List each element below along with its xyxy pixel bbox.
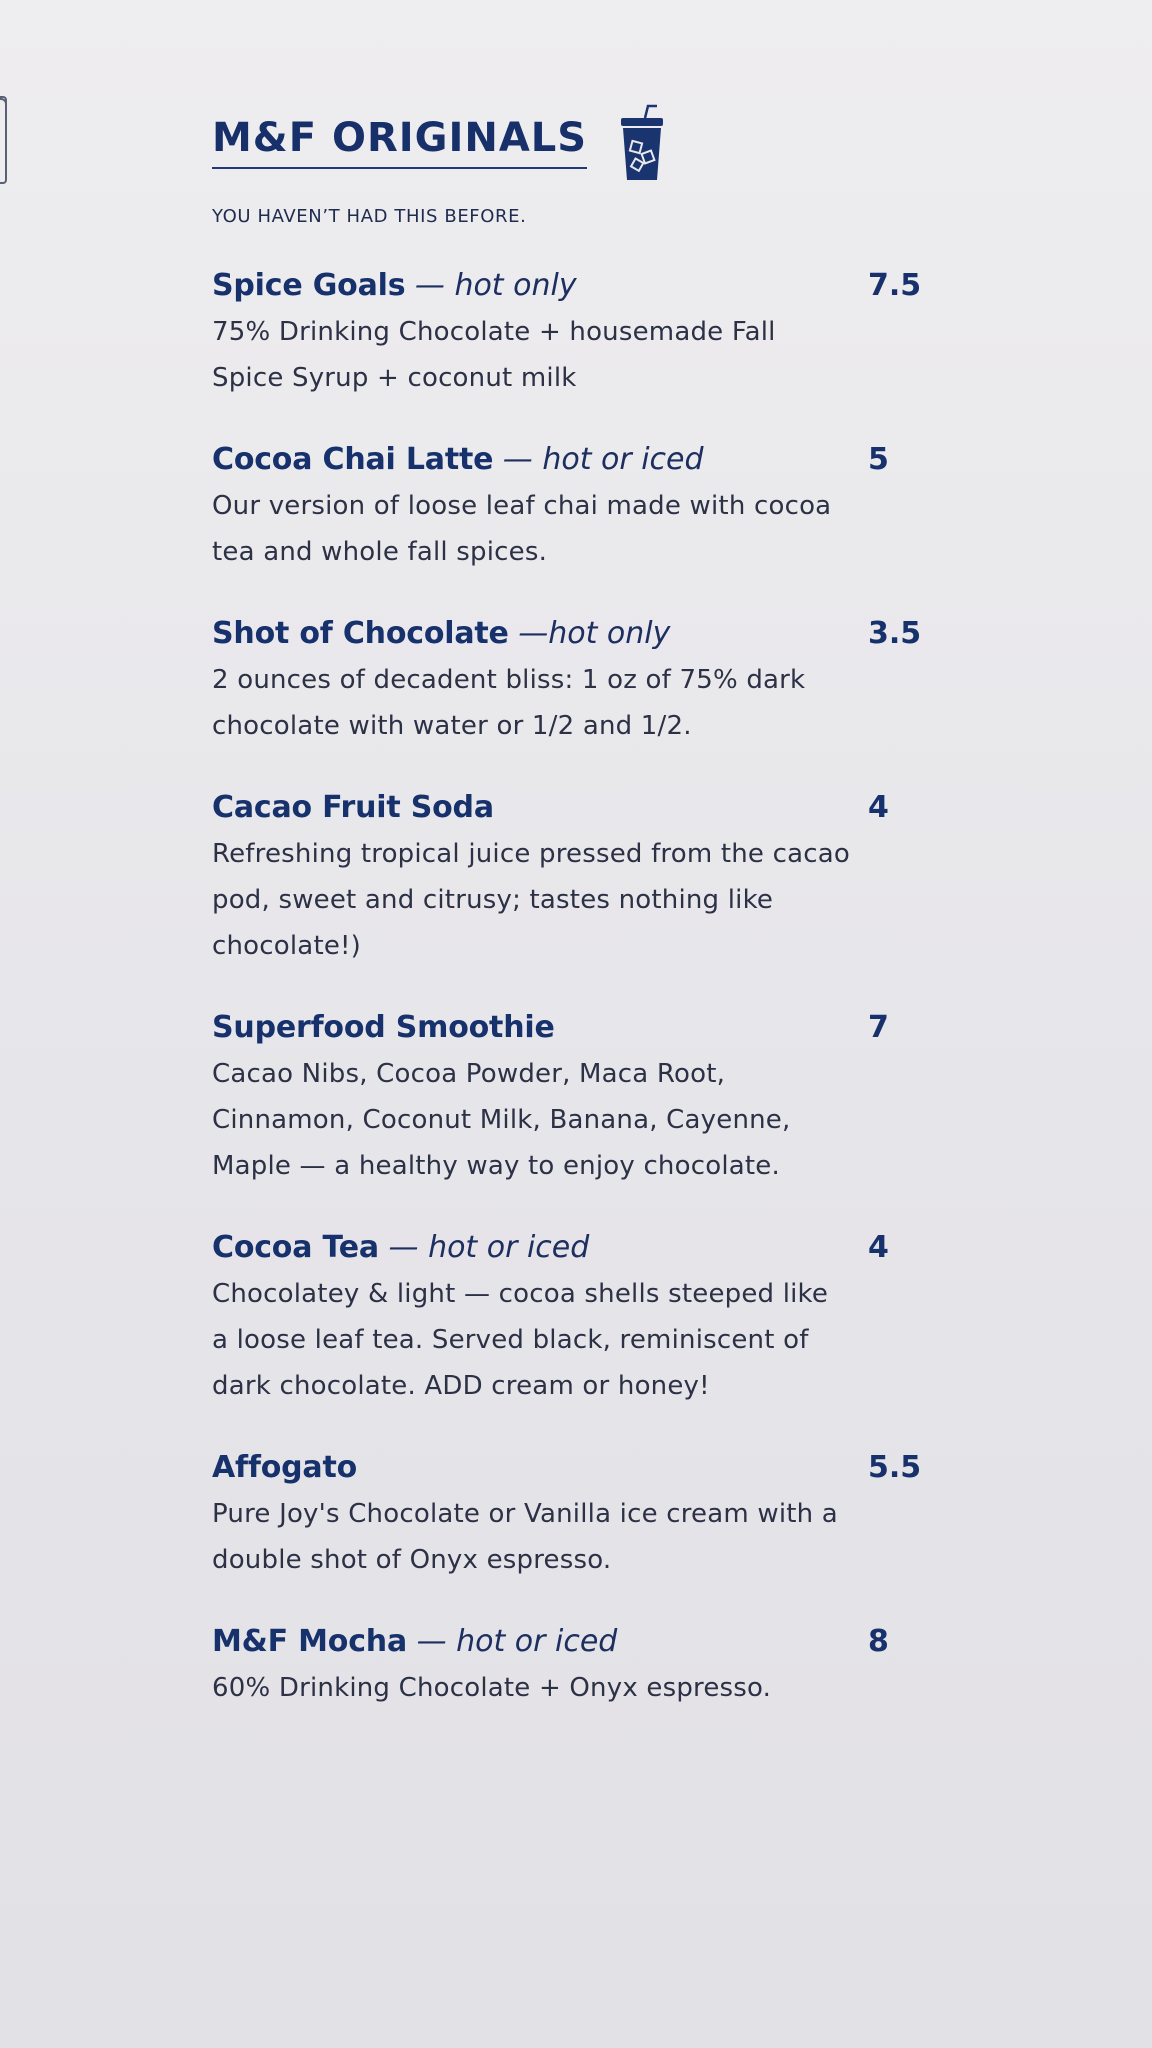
item-price: 4 — [868, 790, 889, 825]
item-price: 7.5 — [868, 268, 922, 303]
menu-item — [212, 1447, 972, 1583]
menu-item — [212, 1007, 972, 1189]
item-serving-note: —hot only — [518, 616, 671, 651]
item-name: Spice Goals — [212, 268, 406, 303]
item-description: Pure Joy's Chocolate or Vanilla ice cream with a double shot of Onyx espresso. — [212, 1499, 838, 1575]
item-description: 60% Drinking Chocolate + Onyx espresso. — [212, 1673, 772, 1703]
item-serving-note: — hot only — [414, 268, 577, 303]
item-serving-note: — hot or iced — [416, 1624, 618, 1659]
item-name: Shot of Chocolate — [212, 616, 509, 651]
item-description: Cacao Nibs, Cocoa Powder, Maca Root, Cinnamon, Coconut Milk, Banana, Cayenne, Maple — a healthy way to enjoy chocolate. — [212, 1059, 791, 1181]
item-name: Cocoa Tea — [212, 1230, 379, 1265]
item-price: 3.5 — [868, 616, 922, 651]
menu-item — [212, 613, 972, 749]
menu-section — [212, 112, 972, 1749]
menu-item — [212, 439, 972, 575]
iced-drink-cup-icon — [617, 104, 667, 184]
menu-item — [212, 787, 972, 969]
menu-item — [212, 265, 972, 401]
item-name: Affogato — [212, 1450, 358, 1485]
item-serving-note: — hot or iced — [502, 442, 704, 477]
section-tagline: YOU HAVEN’T HAD THIS BEFORE. — [212, 206, 527, 227]
item-price: 5.5 — [868, 1450, 922, 1485]
item-price: 5 — [868, 442, 889, 477]
item-description: 75% Drinking Chocolate + housemade Fall Spice Syrup + coconut milk — [212, 317, 776, 393]
item-price: 7 — [868, 1010, 889, 1045]
item-description: Our version of loose leaf chai made with cocoa tea and whole fall spices. — [212, 491, 832, 567]
item-description: Refreshing tropical juice pressed from the cacao pod, sweet and citrusy; tastes nothing like chocolate!) — [212, 839, 850, 961]
item-name: M&F Mocha — [212, 1624, 408, 1659]
menu-item — [212, 1227, 972, 1409]
item-name: Superfood Smoothie — [212, 1010, 555, 1045]
item-name: Cocoa Chai Latte — [212, 442, 494, 477]
menu-item-list — [212, 265, 972, 1711]
section-title: M&F ORIGINALS — [212, 112, 587, 169]
item-description: Chocolatey & light — cocoa shells steeped like a loose leaf tea. Served black, reminiscent of dark chocolate. ADD cream or honey! — [212, 1279, 829, 1401]
item-serving-note: — hot or iced — [388, 1230, 590, 1265]
page-edge-mark — [0, 96, 7, 184]
item-price: 8 — [868, 1624, 889, 1659]
menu-item — [212, 1621, 972, 1711]
item-description: 2 ounces of decadent bliss: 1 oz of 75% dark chocolate with water or 1/2 and 1/2. — [212, 665, 806, 741]
item-name: Cacao Fruit Soda — [212, 790, 494, 825]
item-price: 4 — [868, 1230, 889, 1265]
section-header — [212, 112, 972, 184]
